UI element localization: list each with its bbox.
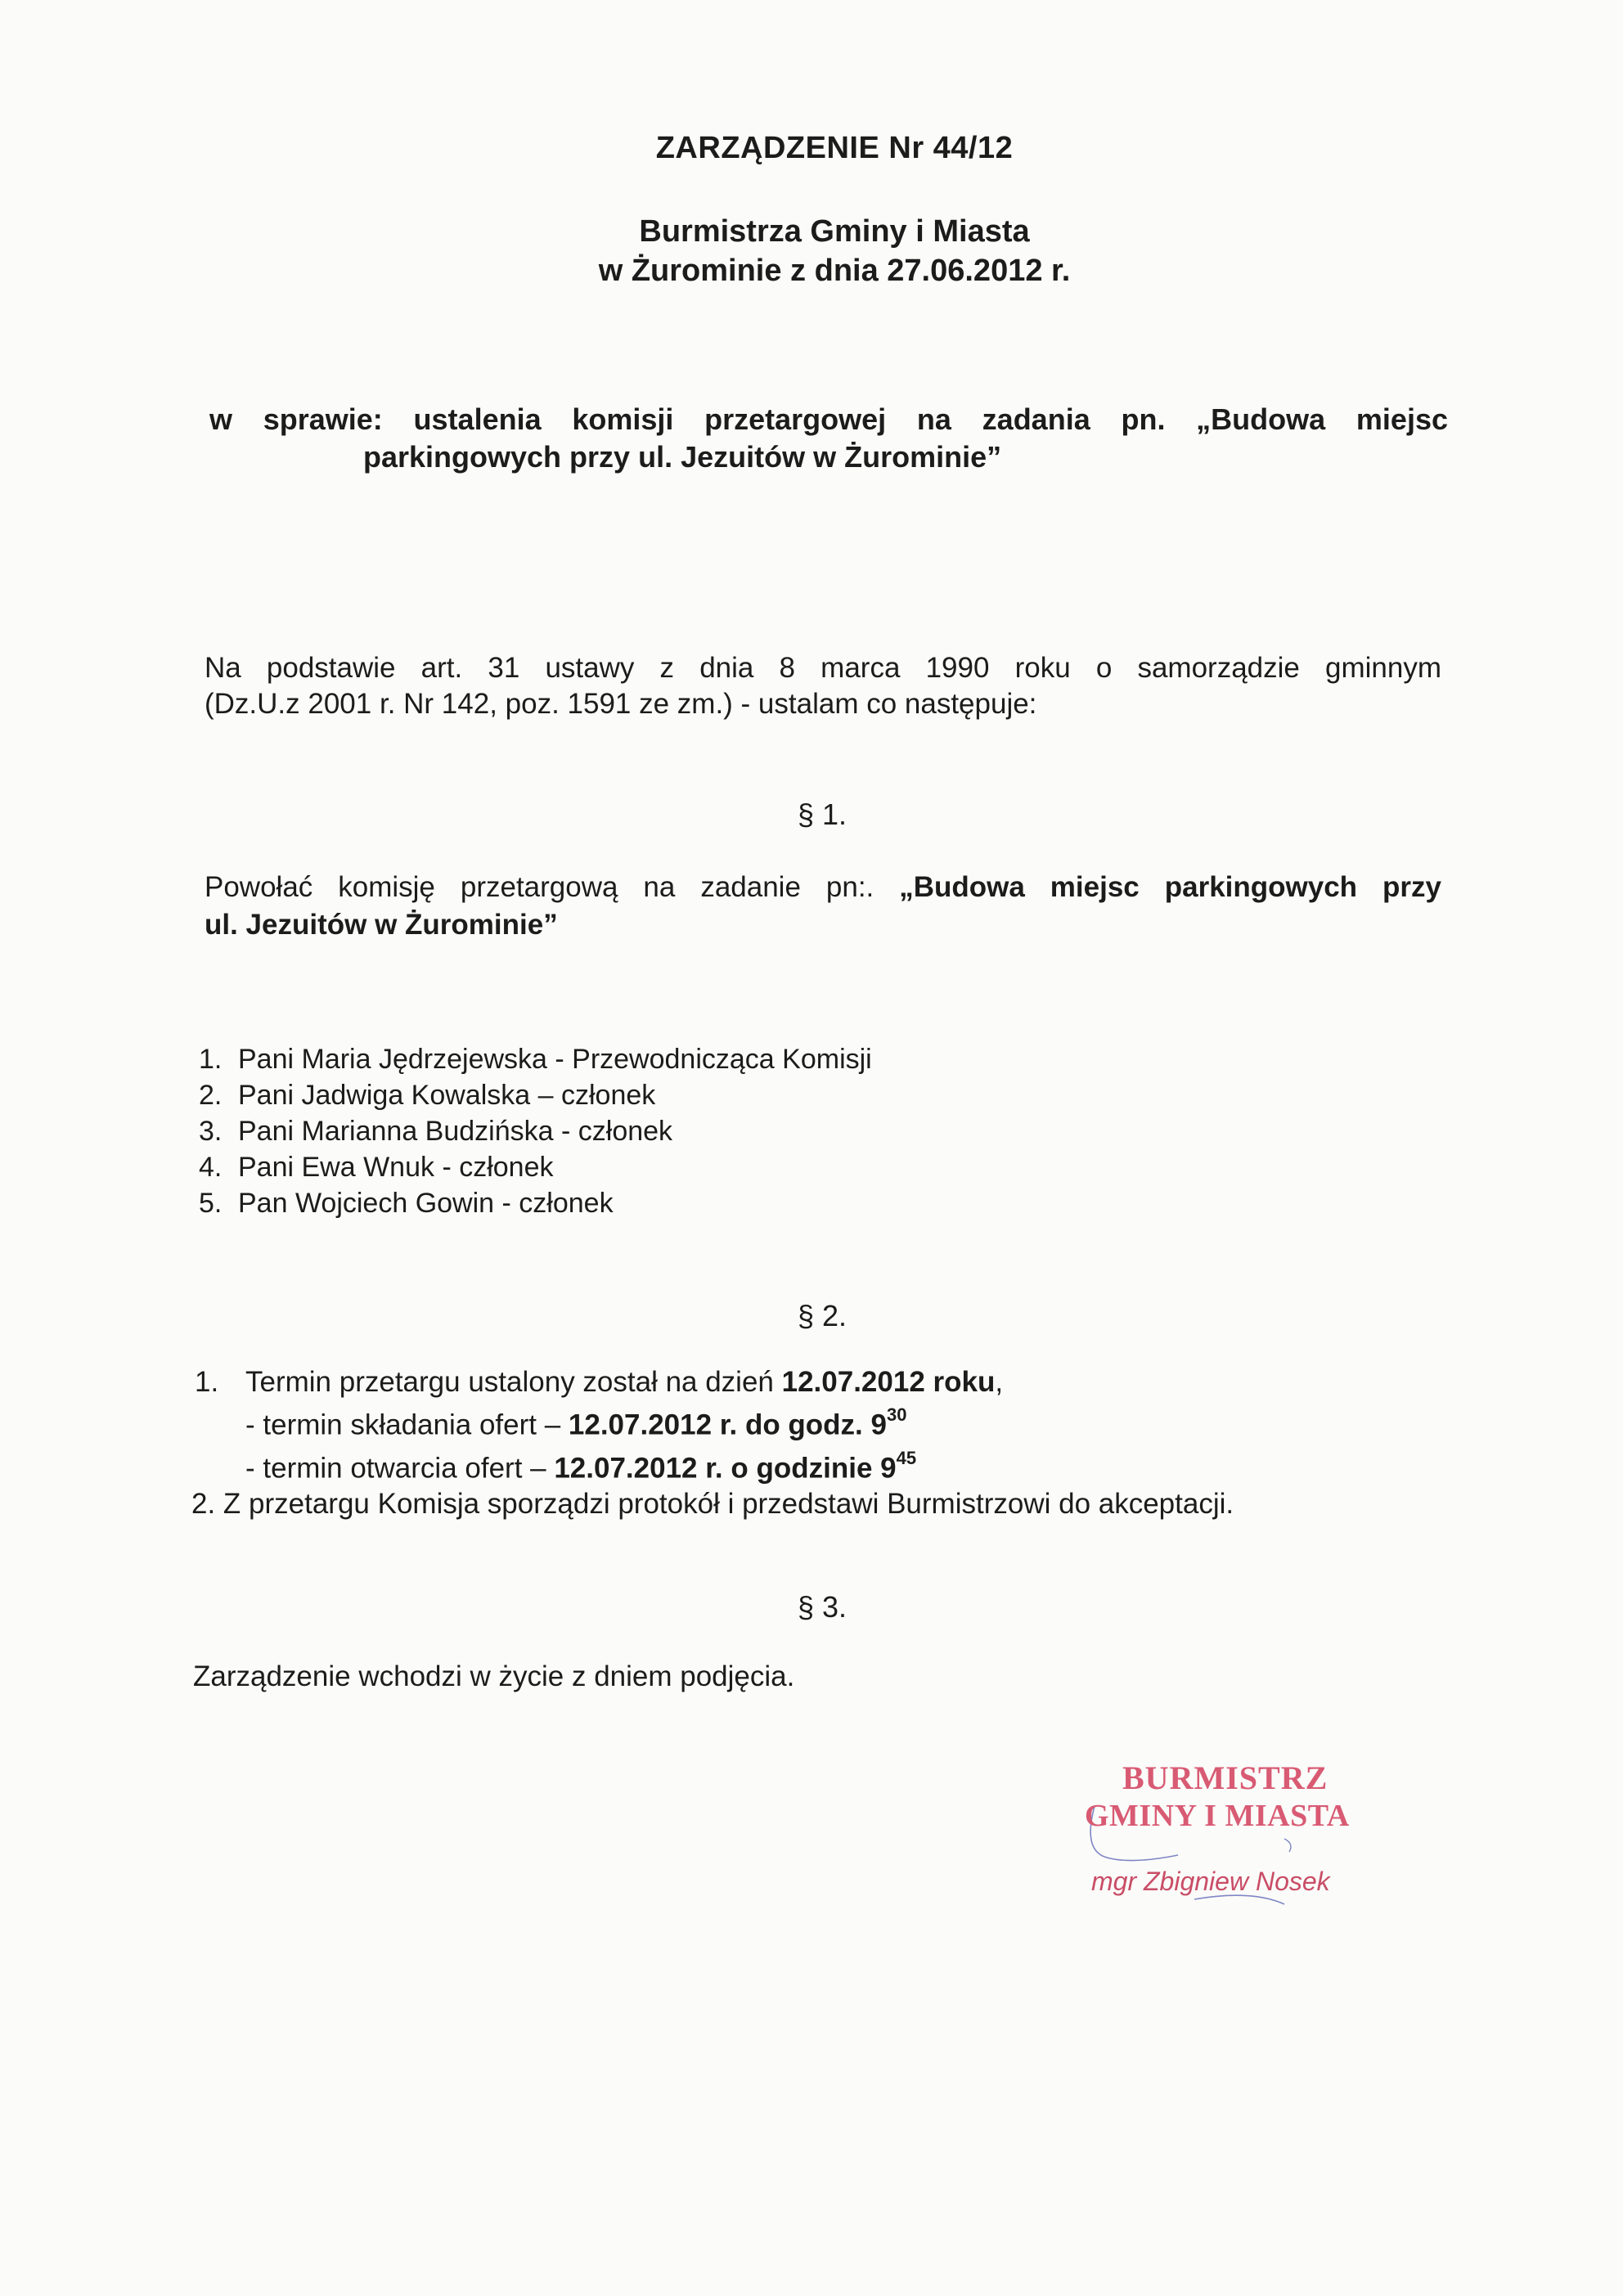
list-item: 4. Pani Ewa Wnuk - członek: [199, 1152, 554, 1183]
document-title: ZARZĄDZENIE Nr 44/12: [655, 131, 1014, 165]
stamp-signature: mgr Zbigniew Nosek: [1091, 1867, 1330, 1896]
section-2-content: [191, 1364, 1234, 1522]
appointment-line-1-bold: „Budowa miejsc parkingowych przy: [899, 871, 1441, 903]
subject-line-1: w sprawie: ustalenia komisji przetargowej na zadania pn. „Budowa miejsc: [209, 402, 1448, 436]
appointment-paragraph: [205, 869, 1441, 944]
subject-paragraph: [209, 401, 1448, 476]
tender-date-line: 1. Termin przetargu ustalony został na dzień 12.07.2012 roku,: [195, 1366, 1004, 1398]
list-item: 1. Pani Maria Jędrzejewska - Przewodnicząca Komisji: [199, 1044, 872, 1075]
list-item: 2. Pani Jadwiga Kowalska – członek: [199, 1080, 656, 1111]
issuer-line-1: Burmistrza Gminy i Miasta: [639, 214, 1030, 249]
list-item: 5. Pan Wojciech Gowin - członek: [199, 1188, 614, 1219]
basis-line-1: Na podstawie art. 31 ustawy z dnia 8 marca 1990 roku o samorządzie gminnym: [205, 652, 1441, 684]
closing-statement: Zarządzenie wchodzi w życie z dniem podjęcia.: [193, 1660, 795, 1692]
section-2-heading: § 2.: [797, 1299, 847, 1332]
committee-members-list: [199, 1041, 872, 1221]
protocol-line: 2. Z przetargu Komisja sporządzi protokół i przedstawi Burmistrzowi do akceptacji.: [191, 1488, 1234, 1521]
offer-submission-line: - termin składania ofert – 12.07.2012 r. do godz. $9^{30}$: [245, 1404, 907, 1441]
official-stamp: [1080, 1759, 1374, 1914]
offer-opening-line: - termin otwarcia ofert – 12.07.2012 r. o godzinie $9^{45}$: [245, 1447, 917, 1485]
appointment-line-2: ul. Jezuitów w Żurominie”: [205, 909, 558, 941]
subject-line-2: parkingowych przy ul. Jezuitów w Żurominie”: [363, 440, 1002, 474]
section-1-heading: § 1.: [797, 798, 847, 831]
stamp-line-2: GMINY I MIASTA: [1085, 1799, 1350, 1833]
basis-line-2: (Dz.U.z 2001 r. Nr 142, poz. 1591 ze zm.) - ustalam co następuje:: [205, 688, 1037, 720]
list-item: 3. Pani Marianna Budzińska - członek: [199, 1116, 673, 1147]
issuer-line-2: w Żurominie z dnia 27.06.2012 r.: [598, 254, 1071, 288]
stamp-line-1: BURMISTRZ: [1122, 1759, 1329, 1796]
appointment-line-1: [205, 869, 1441, 906]
section-3-heading: § 3.: [797, 1590, 847, 1624]
legal-basis-paragraph: [205, 650, 1441, 722]
appointment-line-1-plain: Powołać komisję przetargową na zadanie pn:.: [205, 871, 900, 903]
